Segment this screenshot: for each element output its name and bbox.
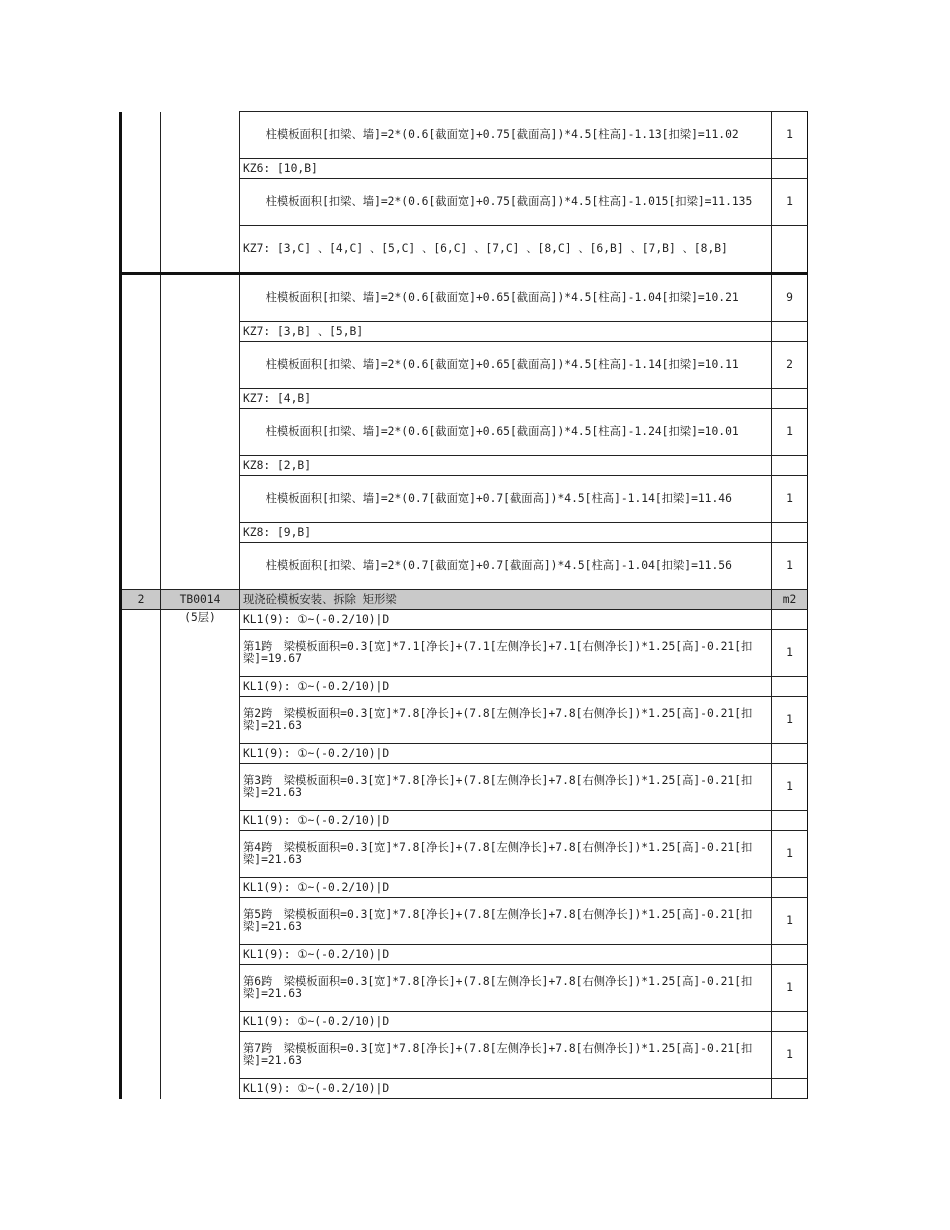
description-cell: 第2跨 梁模板面积=0.3[宽]*7.8[净长]+(7.8[左侧净长]+7.8[右侧净长])*1.25[高]-0.21[扣梁]=21.63 <box>240 697 772 744</box>
description-cell: KL1(9): ①~(-0.2/10)|D <box>240 945 772 965</box>
item-code-cell <box>161 523 240 543</box>
item-no-cell <box>121 226 161 274</box>
description-cell: KL1(9): ①~(-0.2/10)|D <box>240 610 772 630</box>
column-formula-row <box>121 476 808 523</box>
beam-span-row <box>121 630 808 677</box>
item-code-cell <box>161 811 240 831</box>
member-label-row <box>121 523 808 543</box>
beam-span-row <box>121 764 808 811</box>
description-cell: 柱模板面积[扣梁、墙]=2*(0.6[截面宽]+0.75[截面高])*4.5[柱高]-1.015[扣梁]=11.135 <box>240 179 772 226</box>
quantity-cell <box>772 389 808 409</box>
item-no-cell <box>121 610 161 630</box>
description-cell: KL1(9): ①~(-0.2/10)|D <box>240 878 772 898</box>
item-code-cell <box>161 831 240 878</box>
item-code-cell <box>161 409 240 456</box>
quantity-cell: 2 <box>772 342 808 389</box>
item-code-cell: (5层) <box>161 610 240 630</box>
quantity-cell <box>772 1012 808 1032</box>
quantity-cell <box>772 322 808 342</box>
item-no-cell: 2 <box>121 590 161 610</box>
item-code-cell <box>161 112 240 159</box>
item-no-cell <box>121 389 161 409</box>
quantity-cell: 1 <box>772 831 808 878</box>
item-no-cell <box>121 456 161 476</box>
item-no-cell <box>121 274 161 322</box>
item-no-cell <box>121 744 161 764</box>
item-code-cell <box>161 630 240 677</box>
column-formula-row <box>121 409 808 456</box>
quantity-cell <box>772 159 808 179</box>
description-cell: 第7跨 梁模板面积=0.3[宽]*7.8[净长]+(7.8[左侧净长]+7.8[右侧净长])*1.25[高]-0.21[扣梁]=21.63 <box>240 1032 772 1079</box>
item-code-cell <box>161 945 240 965</box>
item-code-cell <box>161 274 240 322</box>
column-formula-row <box>121 274 808 322</box>
item-code-cell <box>161 179 240 226</box>
item-code-cell <box>161 677 240 697</box>
item-code-cell <box>161 965 240 1012</box>
item-code-cell <box>161 1012 240 1032</box>
quantity-cell: 1 <box>772 630 808 677</box>
item-code-cell: TB0014 <box>161 590 240 610</box>
member-label-row <box>121 1012 808 1032</box>
description-cell: 柱模板面积[扣梁、墙]=2*(0.7[截面宽]+0.7[截面高])*4.5[柱高]-1.04[扣梁]=11.56 <box>240 543 772 590</box>
item-no-cell <box>121 965 161 1012</box>
item-code-cell <box>161 226 240 274</box>
item-code-cell <box>161 878 240 898</box>
item-code-cell <box>161 543 240 590</box>
quantity-cell: 9 <box>772 274 808 322</box>
item-no-cell <box>121 322 161 342</box>
quantity-cell: 1 <box>772 476 808 523</box>
quantity-calculation-sheet <box>119 111 806 1099</box>
quantity-cell <box>772 610 808 630</box>
item-no-cell <box>121 764 161 811</box>
item-code-cell <box>161 898 240 945</box>
item-no-cell <box>121 342 161 389</box>
item-no-cell <box>121 898 161 945</box>
quantity-cell <box>772 811 808 831</box>
description-cell: KZ8: [9,B] <box>240 523 772 543</box>
item-no-cell <box>121 409 161 456</box>
item-no-cell <box>121 831 161 878</box>
item-code-cell <box>161 1032 240 1079</box>
item-header-row <box>121 590 808 610</box>
column-formula-row <box>121 342 808 389</box>
item-code-cell <box>161 389 240 409</box>
item-no-cell <box>121 179 161 226</box>
description-cell: 第3跨 梁模板面积=0.3[宽]*7.8[净长]+(7.8[左侧净长]+7.8[右侧净长])*1.25[高]-0.21[扣梁]=21.63 <box>240 764 772 811</box>
column-formula-row <box>121 112 808 159</box>
quantity-cell: 1 <box>772 543 808 590</box>
beam-span-row <box>121 898 808 945</box>
member-label-row <box>121 389 808 409</box>
quantity-cell: m2 <box>772 590 808 610</box>
calculation-table <box>119 111 808 1099</box>
item-no-cell <box>121 945 161 965</box>
description-cell: KL1(9): ①~(-0.2/10)|D <box>240 744 772 764</box>
quantity-cell: 1 <box>772 764 808 811</box>
item-no-cell <box>121 697 161 744</box>
quantity-cell: 1 <box>772 112 808 159</box>
member-label-row <box>121 159 808 179</box>
description-cell: 第6跨 梁模板面积=0.3[宽]*7.8[净长]+(7.8[左侧净长]+7.8[右侧净长])*1.25[高]-0.21[扣梁]=21.63 <box>240 965 772 1012</box>
quantity-cell: 1 <box>772 898 808 945</box>
beam-span-row <box>121 831 808 878</box>
item-no-cell <box>121 543 161 590</box>
description-cell: KL1(9): ①~(-0.2/10)|D <box>240 1012 772 1032</box>
item-code-cell <box>161 456 240 476</box>
description-cell: 现浇砼模板安装、拆除 矩形梁 <box>240 590 772 610</box>
beam-span-row <box>121 697 808 744</box>
quantity-cell: 1 <box>772 965 808 1012</box>
quantity-cell <box>772 1079 808 1099</box>
item-no-cell <box>121 1032 161 1079</box>
item-no-cell <box>121 523 161 543</box>
description-cell: KZ6: [10,B] <box>240 159 772 179</box>
quantity-cell <box>772 744 808 764</box>
column-formula-row <box>121 179 808 226</box>
description-cell: 柱模板面积[扣梁、墙]=2*(0.6[截面宽]+0.65[截面高])*4.5[柱高]-1.04[扣梁]=10.21 <box>240 274 772 322</box>
description-cell: 柱模板面积[扣梁、墙]=2*(0.6[截面宽]+0.65[截面高])*4.5[柱高]-1.14[扣梁]=10.11 <box>240 342 772 389</box>
description-cell: KZ7: [4,B] <box>240 389 772 409</box>
member-label-row <box>121 322 808 342</box>
item-no-cell <box>121 476 161 523</box>
item-no-cell <box>121 811 161 831</box>
quantity-cell: 1 <box>772 697 808 744</box>
item-no-cell <box>121 677 161 697</box>
quantity-cell: 1 <box>772 1032 808 1079</box>
item-no-cell <box>121 630 161 677</box>
description-cell: KZ7: [3,B] 、[5,B] <box>240 322 772 342</box>
quantity-cell <box>772 878 808 898</box>
description-cell: 柱模板面积[扣梁、墙]=2*(0.6[截面宽]+0.75[截面高])*4.5[柱高]-1.13[扣梁]=11.02 <box>240 112 772 159</box>
description-cell: KL1(9): ①~(-0.2/10)|D <box>240 677 772 697</box>
item-no-cell <box>121 878 161 898</box>
quantity-cell <box>772 523 808 543</box>
item-no-cell <box>121 1079 161 1099</box>
description-cell: KL1(9): ①~(-0.2/10)|D <box>240 811 772 831</box>
item-code-cell <box>161 476 240 523</box>
calculation-table-body <box>121 112 808 1099</box>
member-label-row <box>121 677 808 697</box>
item-code-cell <box>161 159 240 179</box>
member-label-row <box>121 226 808 274</box>
item-no-cell <box>121 1012 161 1032</box>
member-label-row <box>121 456 808 476</box>
description-cell: 第4跨 梁模板面积=0.3[宽]*7.8[净长]+(7.8[左侧净长]+7.8[右侧净长])*1.25[高]-0.21[扣梁]=21.63 <box>240 831 772 878</box>
member-label-row <box>121 945 808 965</box>
member-label-row <box>121 811 808 831</box>
item-code-cell <box>161 1079 240 1099</box>
beam-span-row <box>121 965 808 1012</box>
description-cell: 柱模板面积[扣梁、墙]=2*(0.7[截面宽]+0.7[截面高])*4.5[柱高]-1.14[扣梁]=11.46 <box>240 476 772 523</box>
description-cell: 第1跨 梁模板面积=0.3[宽]*7.1[净长]+(7.1[左侧净长]+7.1[右侧净长])*1.25[高]-0.21[扣梁]=19.67 <box>240 630 772 677</box>
description-cell: 第5跨 梁模板面积=0.3[宽]*7.8[净长]+(7.8[左侧净长]+7.8[右侧净长])*1.25[高]-0.21[扣梁]=21.63 <box>240 898 772 945</box>
member-label-row <box>121 610 808 630</box>
item-code-cell <box>161 697 240 744</box>
quantity-cell <box>772 677 808 697</box>
item-code-cell <box>161 322 240 342</box>
item-code-cell <box>161 764 240 811</box>
item-code-cell <box>161 342 240 389</box>
description-cell: 柱模板面积[扣梁、墙]=2*(0.6[截面宽]+0.65[截面高])*4.5[柱高]-1.24[扣梁]=10.01 <box>240 409 772 456</box>
description-cell: KZ7: [3,C] 、[4,C] 、[5,C] 、[6,C] 、[7,C] 、[8,C] 、[6,B] 、[7,B] 、[8,B] <box>240 226 772 274</box>
quantity-cell <box>772 456 808 476</box>
quantity-cell <box>772 945 808 965</box>
item-no-cell <box>121 159 161 179</box>
description-cell: KZ8: [2,B] <box>240 456 772 476</box>
description-cell: KL1(9): ①~(-0.2/10)|D <box>240 1079 772 1099</box>
member-label-row <box>121 878 808 898</box>
item-code-cell <box>161 744 240 764</box>
quantity-cell <box>772 226 808 274</box>
item-no-cell <box>121 112 161 159</box>
member-label-row <box>121 744 808 764</box>
beam-span-row <box>121 1032 808 1079</box>
quantity-cell: 1 <box>772 409 808 456</box>
member-label-row <box>121 1079 808 1099</box>
quantity-cell: 1 <box>772 179 808 226</box>
column-formula-row <box>121 543 808 590</box>
